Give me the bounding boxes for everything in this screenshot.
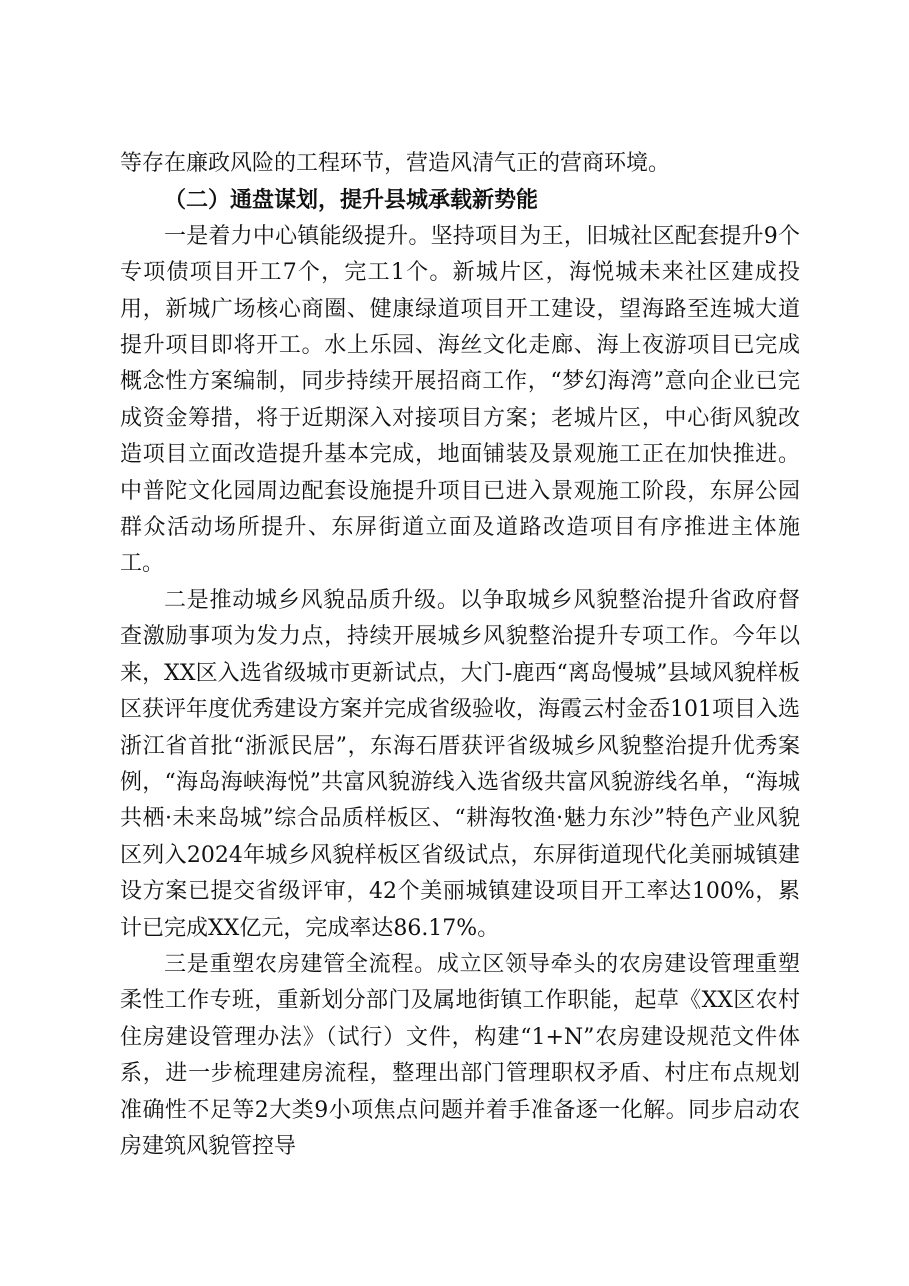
paragraph-continuation: 等存在廉政风险的工程环节，营造风清气正的营商环境。 <box>120 151 671 176</box>
paragraph-central-town: 一是着力中心镇能级提升。坚持项目为王，旧城社区配套提升9个专项债项目开工7个，完工1个。新城片区，海悦城未来社区建成投用，新城广场核心商圈、健康绿道项目开工建设，望海路至连城大道提升项目即将开工。水上乐园、海丝文化走廊、海上夜游项目已完成概念性方案编制，同步持续开展招商工作，“梦幻海湾”意向企业已完成资金筹措，将于近期深入对接项目方案；老城片区，中心街风貌改造项目立面改造提升基本完成，地面铺装及景观施工正在加快推进。中普陀文化园周边配套设施提升项目已进入景观施工阶段，东屏公园群众活动场所提升、东屏街道立面及道路改造项目有序推进主体施工。 <box>120 223 800 577</box>
section-heading: （二）通盘谋划，提升县城承载新势能 <box>164 187 539 214</box>
document-body <box>120 146 800 1165</box>
paragraph-rural-housing: 三是重塑农房建管全流程。成立区领导牵头的农房建设管理重塑柔性工作专班，重新划分部门及属地街镇工作职能，起草《XX区农村住房建设管理办法》（试行）文件，构建“1+N”农房建设规范文件体系，进一步梳理建房流程，整理出部门管理职权矛盾、村庄布点规划准确性不足等2大类9小项焦点问题并着手准备逐一化解。同步启动农房建筑风貌管控导 <box>120 951 800 1159</box>
paragraph-urban-rural-style: 二是推动城乡风貌品质升级。以争取城乡风貌整治提升省政府督查激励事项为发力点，持续开展城乡风貌整治提升专项工作。今年以来，XX区入选省级城市更新试点，大门-鹿西“离岛慢城”县域风貌样板区获评年度优秀建设方案并完成省级验收，海霞云村金岙101项目入选浙江省首批“浙派民居”，东海石厝获评省级城乡风貌整治提升优秀案例，“海岛海峡海悦”共富风貌游线入选省级共富风貌游线名单，“海城共栖·未来岛城”综合品质样板区、“耕海牧渔·魅力东沙”特色产业风貌区列入2024年城乡风貌样板区省级试点，东屏街道现代化美丽城镇建设方案已提交省级评审，42个美丽城镇建设项目开工率达100%，累计已完成XX亿元，完成率达86.17%。 <box>120 587 800 941</box>
